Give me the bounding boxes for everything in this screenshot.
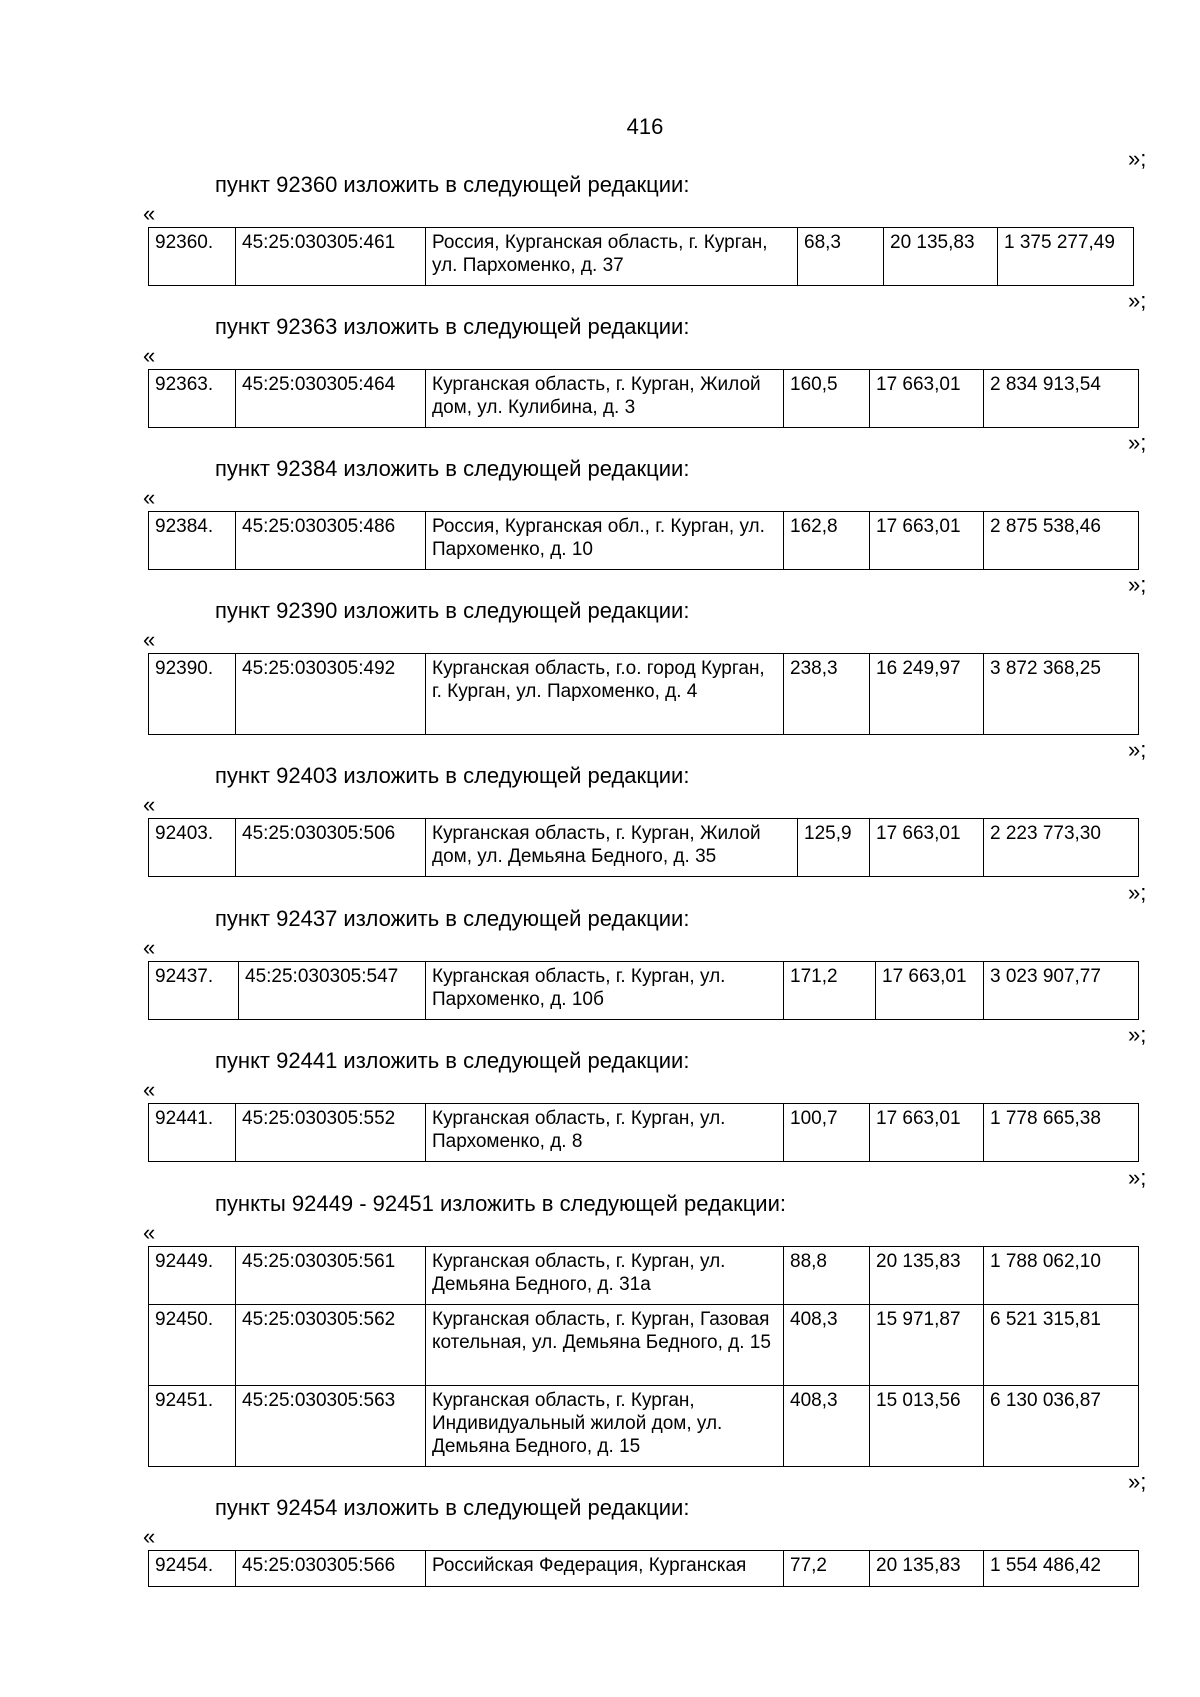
address: Курганская область, г.о. город Курган, г. Курган, ул. Пархоменко, д. 4 xyxy=(426,654,784,735)
cadastral-value: 3 023 907,77 xyxy=(984,962,1139,1020)
table-row xyxy=(149,1305,1139,1386)
rate: 17 663,01 xyxy=(870,819,984,877)
entry-table xyxy=(148,1550,1139,1587)
entry-table xyxy=(148,227,1134,286)
table-row xyxy=(149,1247,1139,1305)
entry-table xyxy=(148,653,1139,735)
cadastral-number: 45:25:030305:563 xyxy=(236,1386,426,1467)
cadastral-value: 1 788 062,10 xyxy=(984,1247,1139,1305)
open-quote: « xyxy=(143,343,156,368)
table-row xyxy=(149,370,1139,428)
area: 171,2 xyxy=(784,962,876,1020)
address: Курганская область, г. Курган, ул. Пархоменко, д. 8 xyxy=(426,1104,784,1162)
area: 408,3 xyxy=(784,1305,870,1386)
section-heading: пункт 92437 изложить в следующей редакции: xyxy=(215,906,690,931)
item-number: 92363. xyxy=(149,370,236,428)
table-row xyxy=(149,1104,1139,1162)
item-number: 92451. xyxy=(149,1386,236,1467)
item-number: 92360. xyxy=(149,228,236,286)
cadastral-number: 45:25:030305:506 xyxy=(236,819,426,877)
address: Российская Федерация, Курганская xyxy=(426,1551,784,1587)
open-quote: « xyxy=(143,792,156,817)
close-quote: »; xyxy=(1128,1165,1147,1190)
section-heading: пункт 92360 изложить в следующей редакции: xyxy=(215,172,690,197)
section-heading: пункт 92454 изложить в следующей редакции: xyxy=(215,1495,690,1520)
item-number: 92384. xyxy=(149,512,236,570)
close-quote: »; xyxy=(1128,1469,1147,1494)
table-row xyxy=(149,1386,1139,1467)
address: Курганская область, г. Курган, Жилой дом, ул. Демьяна Бедного, д. 35 xyxy=(426,819,798,877)
entry-table xyxy=(148,1246,1139,1467)
address: Россия, Курганская область, г. Курган, ул. Пархоменко, д. 37 xyxy=(426,228,798,286)
section-heading: пункт 92363 изложить в следующей редакции: xyxy=(215,314,690,339)
table-row xyxy=(149,962,1139,1020)
cadastral-value: 1 375 277,49 xyxy=(998,228,1134,286)
open-quote: « xyxy=(143,1220,156,1245)
close-quote: »; xyxy=(1128,572,1147,597)
rate: 20 135,83 xyxy=(884,228,998,286)
area: 88,8 xyxy=(784,1247,870,1305)
item-number: 92437. xyxy=(149,962,239,1020)
close-quote: »; xyxy=(1128,1022,1147,1047)
address: Курганская область, г. Курган, ул. Пархоменко, д. 10б xyxy=(426,962,784,1020)
address: Курганская область, г. Курган, Индивидуальный жилой дом, ул. Демьяна Бедного, д. 15 xyxy=(426,1386,784,1467)
rate: 17 663,01 xyxy=(870,512,984,570)
item-number: 92390. xyxy=(149,654,236,735)
address: Россия, Курганская обл., г. Курган, ул. Пархоменко, д. 10 xyxy=(426,512,784,570)
rate: 20 135,83 xyxy=(870,1247,984,1305)
rate: 16 249,97 xyxy=(870,654,984,735)
rate: 17 663,01 xyxy=(870,1104,984,1162)
item-number: 92449. xyxy=(149,1247,236,1305)
cadastral-number: 45:25:030305:464 xyxy=(236,370,426,428)
address: Курганская область, г. Курган, Газовая котельная, ул. Демьяна Бедного, д. 15 xyxy=(426,1305,784,1386)
table-row xyxy=(149,1551,1139,1587)
entry-table xyxy=(148,961,1139,1020)
open-quote: « xyxy=(143,201,156,226)
area: 408,3 xyxy=(784,1386,870,1467)
section-heading: пункты 92449 - 92451 изложить в следующей редакции: xyxy=(215,1191,787,1216)
close-quote: »; xyxy=(1128,880,1147,905)
entry-table xyxy=(148,1103,1139,1162)
rate: 15 013,56 xyxy=(870,1386,984,1467)
cadastral-number: 45:25:030305:561 xyxy=(236,1247,426,1305)
rate: 17 663,01 xyxy=(876,962,984,1020)
cadastral-value: 1 778 665,38 xyxy=(984,1104,1139,1162)
open-quote: « xyxy=(143,627,156,652)
section-heading: пункт 92441 изложить в следующей редакции: xyxy=(215,1048,690,1073)
cadastral-number: 45:25:030305:461 xyxy=(236,228,426,286)
cadastral-value: 6 521 315,81 xyxy=(984,1305,1139,1386)
section-heading: пункт 92403 изложить в следующей редакции: xyxy=(215,763,690,788)
cadastral-value: 1 554 486,42 xyxy=(984,1551,1139,1587)
open-quote: « xyxy=(143,935,156,960)
close-quote: »; xyxy=(1128,737,1147,762)
entry-table xyxy=(148,818,1139,877)
table-row xyxy=(149,819,1139,877)
table-row xyxy=(149,228,1134,286)
cadastral-number: 45:25:030305:547 xyxy=(239,962,426,1020)
cadastral-number: 45:25:030305:566 xyxy=(236,1551,426,1587)
item-number: 92441. xyxy=(149,1104,236,1162)
rate: 17 663,01 xyxy=(870,370,984,428)
cadastral-number: 45:25:030305:552 xyxy=(236,1104,426,1162)
page-number: 416 xyxy=(626,114,664,139)
rate: 20 135,83 xyxy=(870,1551,984,1587)
item-number: 92403. xyxy=(149,819,236,877)
entry-table xyxy=(148,511,1139,570)
section-heading: пункт 92390 изложить в следующей редакции: xyxy=(215,598,690,623)
close-quote: »; xyxy=(1128,288,1147,313)
area: 77,2 xyxy=(784,1551,870,1587)
area: 125,9 xyxy=(798,819,870,877)
item-number: 92450. xyxy=(149,1305,236,1386)
entry-table xyxy=(148,369,1139,428)
table-row xyxy=(149,654,1139,735)
address: Курганская область, г. Курган, Жилой дом, ул. Кулибина, д. 3 xyxy=(426,370,784,428)
open-quote: « xyxy=(143,485,156,510)
close-quote: »; xyxy=(1128,146,1147,171)
cadastral-number: 45:25:030305:562 xyxy=(236,1305,426,1386)
cadastral-value: 6 130 036,87 xyxy=(984,1386,1139,1467)
table-row xyxy=(149,512,1139,570)
open-quote: « xyxy=(143,1524,156,1549)
cadastral-value: 2 875 538,46 xyxy=(984,512,1139,570)
area: 160,5 xyxy=(784,370,870,428)
cadastral-value: 2 223 773,30 xyxy=(984,819,1139,877)
open-quote: « xyxy=(143,1077,156,1102)
item-number: 92454. xyxy=(149,1551,236,1587)
cadastral-value: 3 872 368,25 xyxy=(984,654,1139,735)
area: 100,7 xyxy=(784,1104,870,1162)
area: 68,3 xyxy=(798,228,884,286)
cadastral-number: 45:25:030305:492 xyxy=(236,654,426,735)
area: 162,8 xyxy=(784,512,870,570)
cadastral-number: 45:25:030305:486 xyxy=(236,512,426,570)
cadastral-value: 2 834 913,54 xyxy=(984,370,1139,428)
area: 238,3 xyxy=(784,654,870,735)
address: Курганская область, г. Курган, ул. Демьяна Бедного, д. 31а xyxy=(426,1247,784,1305)
close-quote: »; xyxy=(1128,430,1147,455)
section-heading: пункт 92384 изложить в следующей редакции: xyxy=(215,456,690,481)
rate: 15 971,87 xyxy=(870,1305,984,1386)
